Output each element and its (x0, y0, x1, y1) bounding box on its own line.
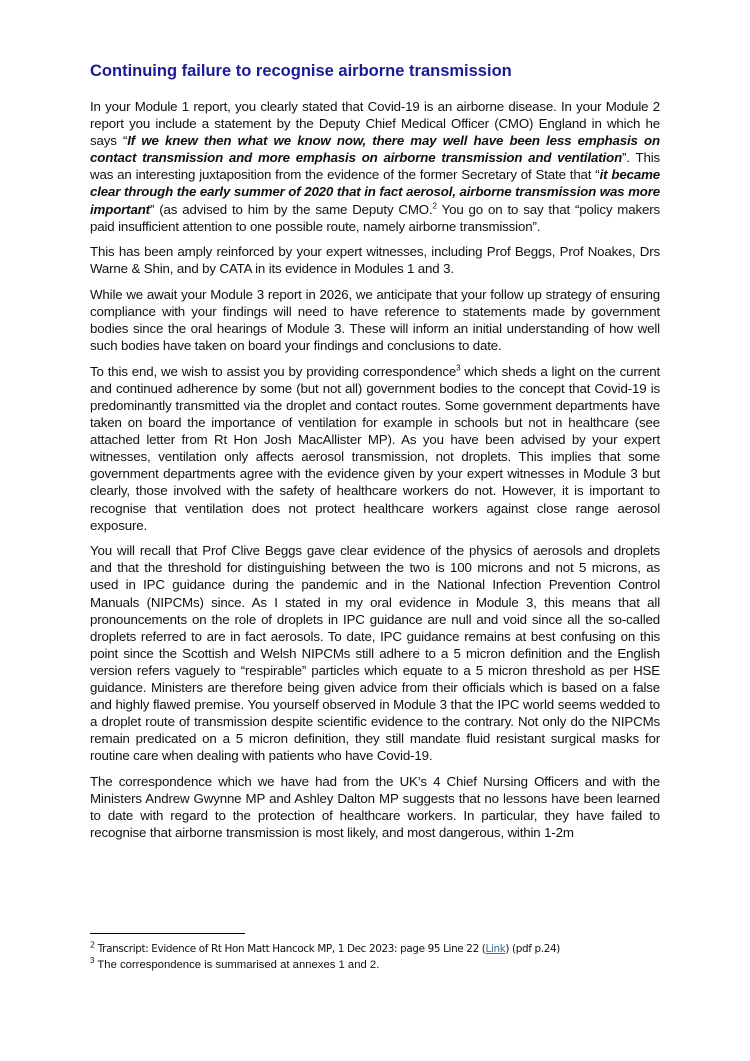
footnote-2 (90, 942, 660, 958)
footnote-text: The correspondence is summarised at annexes 1 and 2. (94, 958, 380, 971)
transcript-link[interactable]: Link (485, 943, 506, 955)
paragraph-text: In your Module 1 report, you clearly stated that Covid-19 is an airborne disease. In your Module 2 report you include a statement by the Deputy Chief Medical Officer (CMO) England in which he says “ (90, 99, 660, 149)
quote-secretary-of-state: it became clear through the early summer of 2020 that in fact aerosol, airborne transmission was more important (90, 167, 660, 217)
paragraph-text: ”. This was an interesting juxtaposition from the evidence of the former Secretary of State that “ (90, 150, 660, 183)
paragraph-text: You go on to say that “policy makers paid insufficient attention to one possible route, namely airborne transmission”. (90, 201, 660, 234)
quote-deputy-cmo: If we knew then what we know now, there may well have been less emphasis on contact transmission and more emphasis on airborne transmission and ventilation (90, 133, 660, 166)
footnote-ref-3: 3 (456, 363, 461, 373)
paragraph-text: To this end, we wish to assist you by providing correspondence (90, 363, 457, 379)
paragraph-expert-witnesses: This has been amply reinforced by your expert witnesses, including Prof Beggs, Prof Noakes, Drs Warne & Shin, and by CATA in its evidence in Modules 1 and 3. (90, 244, 660, 277)
document-page (90, 60, 660, 850)
footnote-number: 3 (90, 955, 95, 965)
footnote-3 (90, 955, 660, 974)
footnote-divider (90, 933, 245, 934)
footnote-text: Transcript: Evidence of Rt Hon Matt Hancock MP, 1 Dec 2023: page 95 Line 22 ( (94, 943, 486, 955)
paragraph-beggs-evidence: You will recall that Prof Clive Beggs gave clear evidence of the physics of aerosols and droplets and that the threshold for distinguishing between the two is 100 microns and not 5 microns, as used in IPC guidance during the pandemic and in the National Infection Prevention Control Manuals (NIPCMs) since. As I stated in my oral evidence in Module 3, this means that all pronouncements on the role of droplets in IPC guidance are null and void since all the so-called droplets referred to are in fact aerosols. To date, IPC guidance remains at best confusing on this point since the Scottish and Welsh NIPCMs still adhere to a 5 micron definition and the English version refers vaguely to “respirable” particles which equate to a 5 micron threshold as per HSE guidance. Ministers are therefore being given advice from their officials which is based on a false and highly flawed premise. You yourself observed in Module 3 that the IPC world seems wedded to a droplet route of transmission despite scientific evidence to the contrary. Not only do the NIPCMs remain predicated on a 5 micron definition, they still mandate fluid resistant surgical masks for routine care when dealing with patients who have Covid-19. (90, 543, 660, 764)
section-heading: Continuing failure to recognise airborne transmission (90, 62, 512, 80)
paragraph-module3-report: While we await your Module 3 report in 2026, we anticipate that your follow up strategy of ensuring compliance with your findings will need to have reference to statements made by government bodies since the oral hearings of Module 3. These will inform an initial understanding of how well such bodies have taken on board your findings and conclusions to date. (90, 286, 660, 354)
paragraph-text: ” (as advised to him by the same Deputy CMO. (149, 201, 433, 217)
footnote-number: 2 (90, 940, 95, 950)
paragraph-module-reports (90, 98, 660, 235)
footnote-text: ) (pdf p.24) (505, 943, 560, 955)
paragraph-text: which sheds a light on the current and continued adherence by some (but not all) government bodies to the concept that Covid-19 is predominantly transmitted via the droplet and contact routes. Some government departments have taken on board the importance of ventilation for example in schools but not in healthcare (see attached letter from Rt Hon Josh MacAllister MP). As you have been advised by your expert witnesses, ventilation only affects aerosol transmission, not droplets. This implies that some government departments agree with the evidence given by your expert witnesses in Module 3 but clearly, those involved with the safety of healthcare workers do not. However, it is important to recognise that ventilation does not protect healthcare workers against close range aerosol exposure. (90, 363, 660, 533)
footnote-ref-2: 2 (432, 201, 437, 211)
paragraph-correspondence (90, 363, 660, 534)
footnotes (90, 933, 660, 973)
paragraph-chief-nursing-officers: The correspondence which we have had from the UK’s 4 Chief Nursing Officers and with the Ministers Andrew Gwynne MP and Ashley Dalton MP suggests that no lessons have been learned to date with regard to the protection of healthcare workers. In particular, they have failed to recognise that airborne transmission is most likely, and most dangerous, within 1-2m (90, 773, 660, 841)
